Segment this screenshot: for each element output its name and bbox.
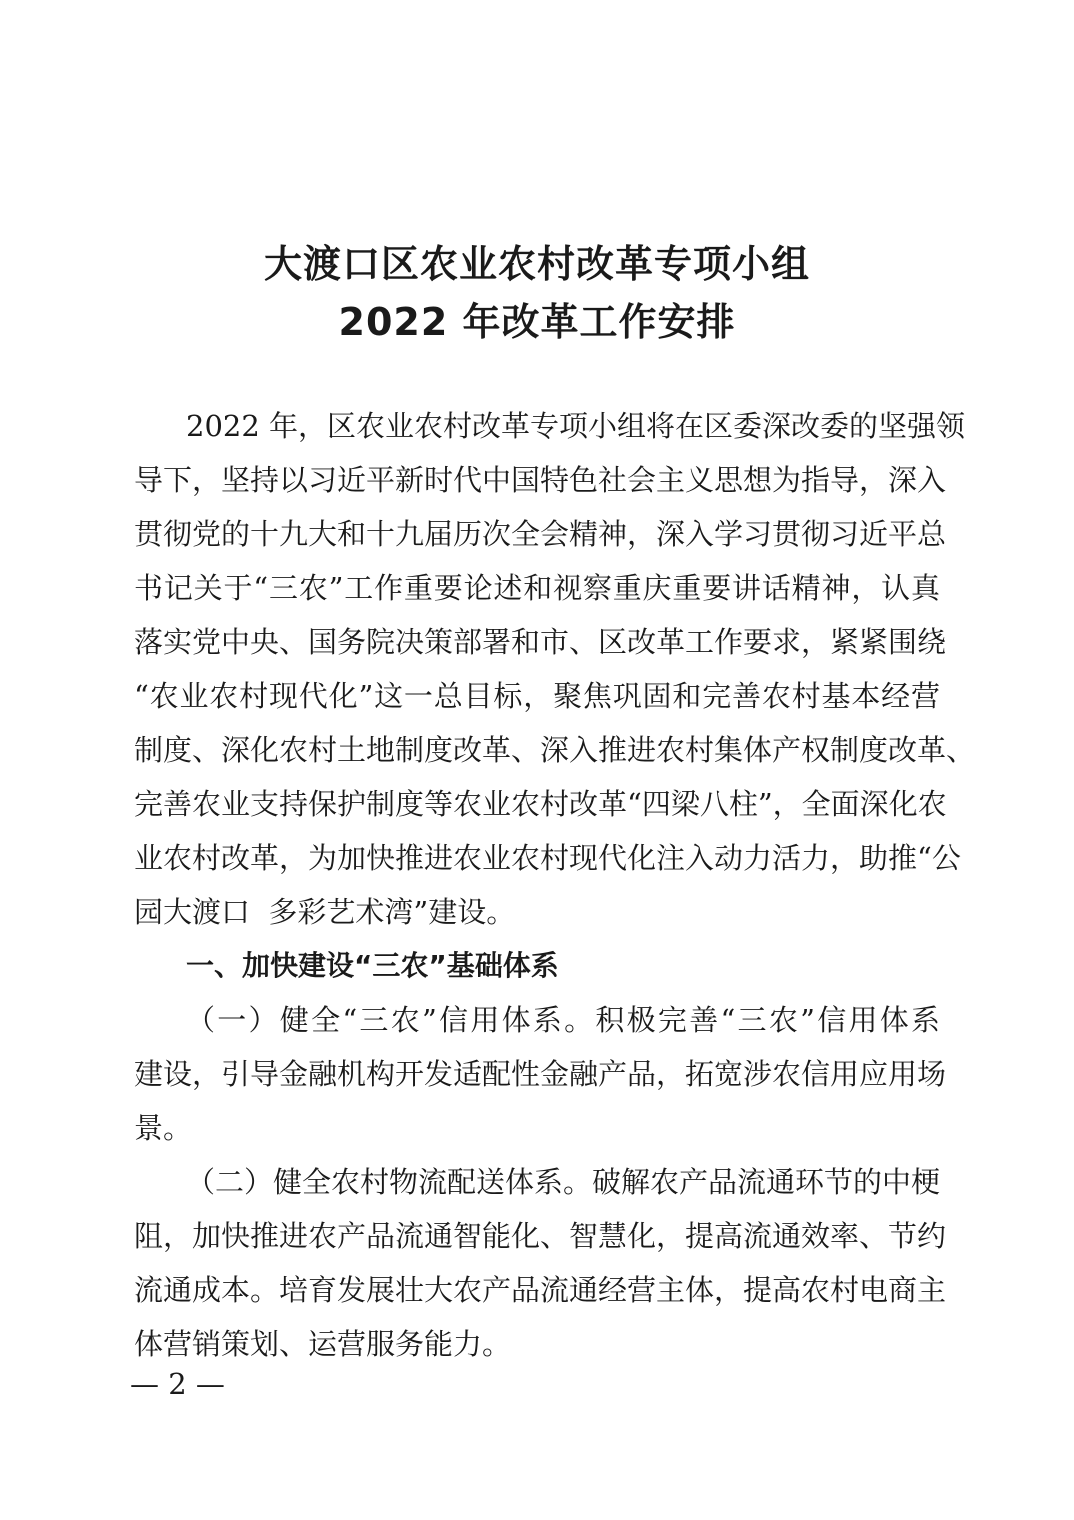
paragraph-1-line: 完善农业支持保护制度等农业农村改革“四梁八柱”，全面深化农 — [134, 787, 947, 821]
paragraph-3-line: 体营销策划、运营服务能力。 — [134, 1327, 512, 1361]
document-title-line-2: 2022 年改革工作安排 — [338, 300, 736, 344]
document-title-line-1: 大渡口区农业农村改革专项小组 — [263, 242, 810, 286]
paragraph-3-line: 流通成本。培育发展壮大农产品流通经营主体，提高农村电商主 — [134, 1273, 947, 1307]
paragraph-1-line: 业农村改革，为加快推进农业农村现代化注入动力活力，助推“公 — [134, 841, 961, 875]
paragraph-1-line: 制度、深化农村土地制度改革、深入推进农村集体产权制度改革、 — [134, 733, 976, 767]
section-heading: 一、加快建设“三农”基础体系 — [186, 949, 559, 982]
paragraph-2-line: 建设，引导金融机构开发适配性金融产品，拓宽涉农信用应用场 — [134, 1057, 947, 1091]
paragraph-2-line: 景。 — [134, 1111, 193, 1145]
paragraph-1-line: 园大渡口 多彩艺术湾”建设。 — [134, 895, 516, 929]
paragraph-1-line: 落实党中央、国务院决策部署和市、区改革工作要求，紧紧围绕 — [134, 625, 947, 659]
paragraph-1-line: 导下，坚持以习近平新时代中国特色社会主义思想为指导，深入 — [134, 463, 947, 497]
paragraph-1-line: 贯彻党的十九大和十九届历次全会精神，深入学习贯彻习近平总 — [134, 517, 947, 551]
paragraph-2-line: （一）健全“三农”信用体系。积极完善“三农”信用体系 — [186, 1003, 940, 1037]
paragraph-3-line: （二）健全农村物流配送体系。破解农产品流通环节的中梗 — [186, 1165, 941, 1199]
paragraph-1-line: 书记关于“三农”工作重要论述和视察重庆重要讲话精神，认真 — [134, 571, 940, 605]
paragraph-1-line: “农业农村现代化”这一总目标，聚焦巩固和完善农村基本经营 — [134, 679, 940, 713]
paragraph-1-line: 2022 年，区农业农村改革专项小组将在区委深改委的坚强领 — [186, 409, 966, 443]
page-number: — 2 — — [130, 1367, 225, 1401]
paragraph-3-line: 阻，加快推进农产品流通智能化、智慧化，提高流通效率、节约 — [134, 1219, 947, 1253]
